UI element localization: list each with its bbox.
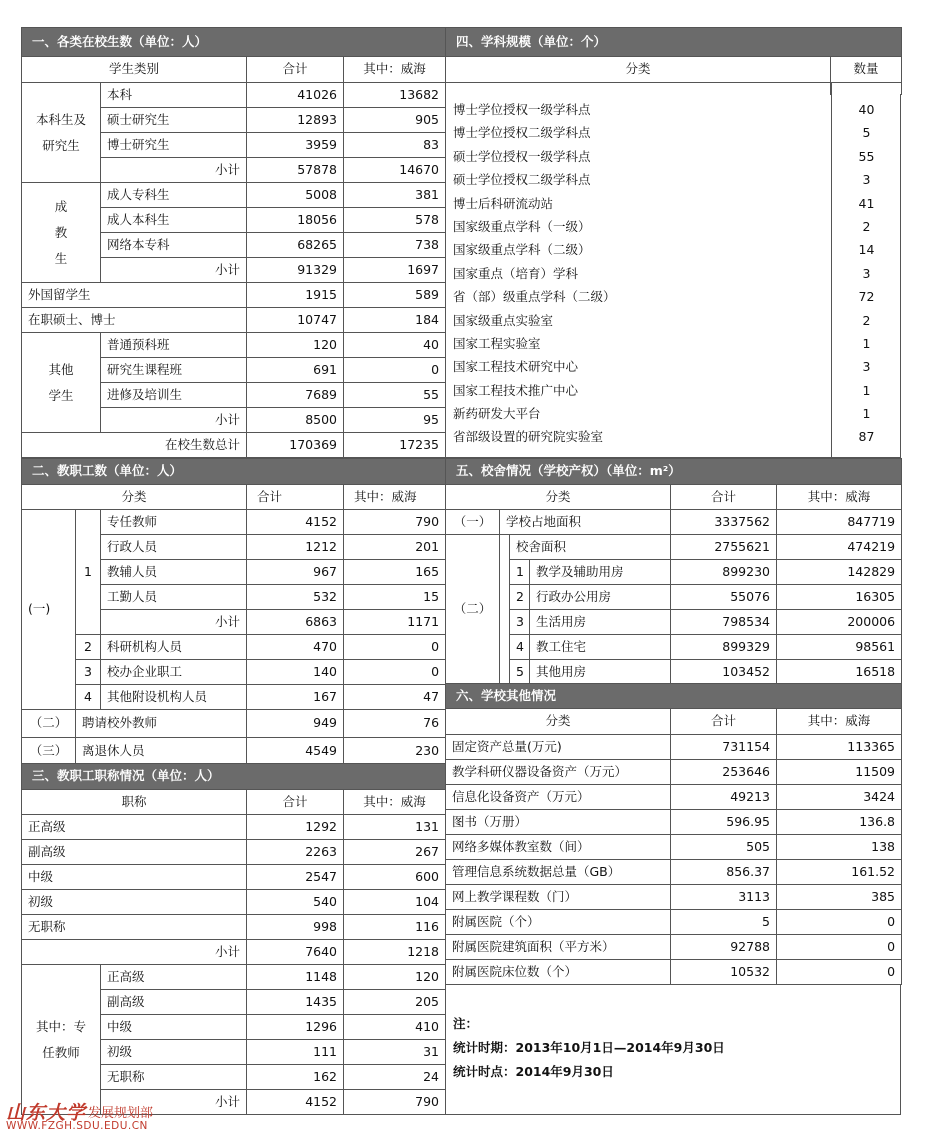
cell-value: 8500 <box>247 408 344 433</box>
cell-value: 13682 <box>344 83 446 108</box>
disciplines-list <box>445 94 901 458</box>
cell-value: 161.52 <box>777 860 902 885</box>
group-label: （二） <box>446 535 500 685</box>
cell-value: 596.95 <box>671 810 777 835</box>
group-number: 3 <box>510 610 530 635</box>
row-label: 在职硕士、博士 <box>22 308 247 333</box>
cell-value: 103452 <box>671 660 777 685</box>
staff-table <box>21 458 446 765</box>
subtotal-label: 小计 <box>101 158 247 183</box>
university-logo: 山东大学 <box>6 1102 87 1124</box>
cell-value: 1148 <box>247 965 344 990</box>
cell-value: 49213 <box>671 785 777 810</box>
cell-value: 140 <box>247 660 344 685</box>
row-label: 网络本专科 <box>101 233 247 258</box>
row-label: 网上教学课程数（门） <box>446 885 671 910</box>
section-buildings <box>445 458 901 685</box>
row-label: 附属医院建筑面积（平方米） <box>446 935 671 960</box>
disciplines-table <box>445 27 902 95</box>
subtotal-label: 小计 <box>101 610 247 635</box>
cell-value: 691 <box>247 358 344 383</box>
cell-value: 253646 <box>671 760 777 785</box>
cell-value: 3424 <box>777 785 902 810</box>
col-header: 其中：威海 <box>344 485 446 510</box>
row-label: 国家重点（培育）学科 <box>453 265 579 281</box>
row-label: 进修及培训生 <box>101 383 247 408</box>
col-header: 合计 <box>671 709 777 735</box>
col-header: 分类 <box>446 709 671 735</box>
cell-value: 731154 <box>671 735 777 760</box>
cell-value: 201 <box>344 535 446 560</box>
cell-value: 68265 <box>247 233 344 258</box>
group-label: 成教生 <box>22 183 101 283</box>
row-label: 副高级 <box>22 840 247 865</box>
row-label: 离退休人员 <box>76 738 247 765</box>
group-number: 4 <box>76 685 101 710</box>
cell-value: 3337562 <box>671 510 777 535</box>
cell-value: 184 <box>344 308 446 333</box>
col-header: 合计 <box>247 790 344 815</box>
row-label: 国家工程实验室 <box>453 335 541 351</box>
row-label: 聘请校外教师 <box>76 710 247 738</box>
cell-value: 381 <box>344 183 446 208</box>
section-students <box>21 27 445 458</box>
cell-value: 0 <box>344 660 446 685</box>
department-name: 发展规划部 <box>88 1106 154 1121</box>
row-label: 行政人员 <box>101 535 247 560</box>
col-header: 其中：威海 <box>777 709 902 735</box>
row-label: 成人专科生 <box>101 183 247 208</box>
cell-value: 41 <box>858 195 875 211</box>
cell-value: 899230 <box>671 560 777 585</box>
site-url: WWW.FZGH.SDU.EDU.CN <box>6 1120 148 1132</box>
group-number: 1 <box>510 560 530 585</box>
cell-value: 4152 <box>247 1090 344 1115</box>
cell-value: 532 <box>247 585 344 610</box>
cell-value: 6863 <box>247 610 344 635</box>
cell-value: 104 <box>344 890 446 915</box>
cell-value: 4152 <box>247 510 344 535</box>
cell-value: 847719 <box>777 510 902 535</box>
row-label: 国家级重点实验室 <box>453 312 554 328</box>
col-header: 分类 <box>22 485 247 510</box>
cell-value: 1171 <box>344 610 446 635</box>
subtotal-label: 小计 <box>101 258 247 283</box>
cell-value: 3 <box>862 359 871 375</box>
row-label: 国家工程技术研究中心 <box>453 359 579 375</box>
cell-value: 170369 <box>247 433 344 458</box>
cell-value: 998 <box>247 915 344 940</box>
cell-value: 205 <box>344 990 446 1015</box>
notes-period: 统计时期：2013年10月1日—2014年9月30日 <box>453 1040 725 1055</box>
row-label: 固定资产总量(万元) <box>446 735 671 760</box>
row-label: 校舍面积 <box>510 535 671 560</box>
row-label: 省（部）级重点学科（二级） <box>453 289 616 305</box>
cell-value: 1218 <box>344 940 446 965</box>
cell-value: 1296 <box>247 1015 344 1040</box>
row-label: 博士学位授权二级学科点 <box>453 125 591 141</box>
row-label: 博士研究生 <box>101 133 247 158</box>
group-label: 其他学生 <box>22 333 101 433</box>
cell-value: 1697 <box>344 258 446 283</box>
row-label: 正高级 <box>22 815 247 840</box>
cell-value: 98561 <box>777 635 902 660</box>
group-label: 本科生及研究生 <box>22 83 101 183</box>
cell-value: 1915 <box>247 283 344 308</box>
row-label: 其他用房 <box>530 660 671 685</box>
row-label: 中级 <box>22 865 247 890</box>
cell-value: 470 <box>247 635 344 660</box>
group-label: （三） <box>22 738 76 765</box>
col-header: 分类 <box>446 57 831 83</box>
cell-value: 2547 <box>247 865 344 890</box>
cell-value: 3113 <box>671 885 777 910</box>
row-label: 信息化设备资产（万元） <box>446 785 671 810</box>
row-label: 科研机构人员 <box>101 635 247 660</box>
cell-value: 7689 <box>247 383 344 408</box>
total-label: 在校生数总计 <box>22 433 247 458</box>
cell-value: 0 <box>777 935 902 960</box>
cell-value: 0 <box>344 635 446 660</box>
row-label: 硕士学位授权二级学科点 <box>453 172 591 188</box>
row-label: 专任教师 <box>101 510 247 535</box>
row-label: 教工住宅 <box>530 635 671 660</box>
cell-value: 0 <box>777 910 902 935</box>
row-label: 中级 <box>101 1015 247 1040</box>
row-label: 省部级设置的研究院实验室 <box>453 429 604 445</box>
cell-value: 120 <box>344 965 446 990</box>
cell-value: 267 <box>344 840 446 865</box>
cell-value: 55 <box>858 148 875 164</box>
cell-value: 16305 <box>777 585 902 610</box>
cell-value: 2 <box>862 218 871 234</box>
row-label: 普通预科班 <box>101 333 247 358</box>
row-label: 外国留学生 <box>22 283 247 308</box>
row-label: 无职称 <box>101 1065 247 1090</box>
row-label: 国家级重点学科（二级） <box>453 242 591 258</box>
row-label: 硕士学位授权一级学科点 <box>453 148 591 164</box>
cell-value: 2263 <box>247 840 344 865</box>
col-header: 分类 <box>446 485 671 510</box>
section-title: 一、各类在校生数（单位：人） <box>22 28 446 57</box>
other-table <box>445 683 902 985</box>
col-header: 合计 <box>671 485 777 510</box>
cell-value: 11509 <box>777 760 902 785</box>
group-number: 3 <box>76 660 101 685</box>
col-header: 合计 <box>247 57 344 83</box>
cell-value: 2755621 <box>671 535 777 560</box>
group-label: 其中：专任教师 <box>22 965 101 1115</box>
cell-value: 41026 <box>247 83 344 108</box>
cell-value: 600 <box>344 865 446 890</box>
row-label: 附属医院床位数（个） <box>446 960 671 985</box>
row-label: 学校占地面积 <box>500 510 671 535</box>
group-number: 2 <box>510 585 530 610</box>
cell-value: 47 <box>344 685 446 710</box>
cell-value: 200006 <box>777 610 902 635</box>
cell-value: 15 <box>344 585 446 610</box>
cell-value: 5 <box>862 125 871 141</box>
cell-value: 798534 <box>671 610 777 635</box>
cell-value: 131 <box>344 815 446 840</box>
cell-value: 949 <box>247 710 344 738</box>
students-table <box>21 27 446 458</box>
cell-value: 474219 <box>777 535 902 560</box>
cell-value: 856.37 <box>671 860 777 885</box>
section-title: 四、学科规模（单位：个） <box>446 28 902 57</box>
cell-value: 87 <box>858 429 875 445</box>
cell-value: 111 <box>247 1040 344 1065</box>
cell-value: 116 <box>344 915 446 940</box>
cell-value: 2 <box>862 312 871 328</box>
row-label: 研究生课程班 <box>101 358 247 383</box>
group-label: （二） <box>22 710 76 738</box>
group-number: 5 <box>510 660 530 685</box>
col-header: 其中：威海 <box>344 57 446 83</box>
section-disciplines <box>445 27 901 445</box>
row-label: 无职称 <box>22 915 247 940</box>
cell-value: 167 <box>247 685 344 710</box>
cell-value: 5 <box>671 910 777 935</box>
section-title: 二、教职工数（单位：人） <box>22 459 446 485</box>
cell-value: 18056 <box>247 208 344 233</box>
cell-value: 14 <box>858 242 875 258</box>
row-label: 本科 <box>101 83 247 108</box>
row-label: 国家工程技术推广中心 <box>453 382 579 398</box>
cell-value: 3 <box>862 265 871 281</box>
cell-value: 385 <box>777 885 902 910</box>
group-number: 4 <box>510 635 530 660</box>
cell-value: 1292 <box>247 815 344 840</box>
cell-value: 40 <box>858 102 875 117</box>
row-label: 教辅人员 <box>101 560 247 585</box>
cell-value: 505 <box>671 835 777 860</box>
notes-label: 注： <box>453 1016 479 1031</box>
cell-value: 1 <box>862 335 871 351</box>
row-label: 教学及辅助用房 <box>530 560 671 585</box>
cell-value: 738 <box>344 233 446 258</box>
col-header: 职称 <box>22 790 247 815</box>
cell-value: 0 <box>344 358 446 383</box>
col-header: 其中：威海 <box>777 485 902 510</box>
cell-value: 165 <box>344 560 446 585</box>
group-number: 2 <box>76 635 101 660</box>
row-label: 成人本科生 <box>101 208 247 233</box>
cell-value: 55076 <box>671 585 777 610</box>
cell-value: 0 <box>777 960 902 985</box>
cell-value: 55 <box>344 383 446 408</box>
cell-value: 3959 <box>247 133 344 158</box>
cell-value: 136.8 <box>777 810 902 835</box>
cell-value: 31 <box>344 1040 446 1065</box>
cell-value: 790 <box>344 510 446 535</box>
cell-value: 57878 <box>247 158 344 183</box>
notes-point: 统计时点：2014年9月30日 <box>453 1064 614 1079</box>
cell-value: 4549 <box>247 738 344 765</box>
cell-value: 95 <box>344 408 446 433</box>
row-label: 博士学位授权一级学科点 <box>453 102 591 117</box>
row-label: 工勤人员 <box>101 585 247 610</box>
cell-value: 1 <box>862 382 871 398</box>
section-titles <box>21 763 445 1115</box>
section-title: 三、教职工职称情况（单位：人） <box>22 764 446 790</box>
row-label: 管理信息系统数据总量（GB） <box>446 860 671 885</box>
cell-value: 40 <box>344 333 446 358</box>
cell-value: 120 <box>247 333 344 358</box>
cell-value: 589 <box>344 283 446 308</box>
cell-value: 76 <box>344 710 446 738</box>
cell-value: 10747 <box>247 308 344 333</box>
cell-value: 91329 <box>247 258 344 283</box>
col-header: 数量 <box>831 57 902 83</box>
cell-value: 16518 <box>777 660 902 685</box>
cell-value: 1212 <box>247 535 344 560</box>
cell-value: 899329 <box>671 635 777 660</box>
cell-value: 540 <box>247 890 344 915</box>
cell-value: 10532 <box>671 960 777 985</box>
cell-value: 14670 <box>344 158 446 183</box>
subtotal-label: 小计 <box>101 1090 247 1115</box>
buildings-table <box>445 458 902 685</box>
cell-value: 1435 <box>247 990 344 1015</box>
row-label: 附属医院（个） <box>446 910 671 935</box>
group-label: (一) <box>22 510 76 710</box>
row-label: 校办企业职工 <box>101 660 247 685</box>
row-label: 硕士研究生 <box>101 108 247 133</box>
cell-value: 113365 <box>777 735 902 760</box>
footer-watermark <box>6 1098 196 1132</box>
section-staff <box>21 458 445 765</box>
col-header: 学生类别 <box>22 57 247 83</box>
section-title: 六、学校其他情况 <box>446 684 902 709</box>
cell-value: 5008 <box>247 183 344 208</box>
row-label: 新药研发大平台 <box>453 406 541 422</box>
cell-value: 3 <box>862 172 871 188</box>
cell-value: 138 <box>777 835 902 860</box>
row-label: 国家级重点学科（一级） <box>453 218 591 234</box>
cell-value: 790 <box>344 1090 446 1115</box>
cell-value: 142829 <box>777 560 902 585</box>
cell-value: 72 <box>858 289 875 305</box>
row-label: 副高级 <box>101 990 247 1015</box>
cell-value: 578 <box>344 208 446 233</box>
row-label: 初级 <box>101 1040 247 1065</box>
row-label: 生活用房 <box>530 610 671 635</box>
subtotal-label: 小计 <box>101 408 247 433</box>
notes <box>453 1012 725 1084</box>
cell-value: 410 <box>344 1015 446 1040</box>
group-number: 1 <box>76 510 101 635</box>
row-label: 其他附设机构人员 <box>101 685 247 710</box>
cell-value: 7640 <box>247 940 344 965</box>
row-label: 教学科研仪器设备资产（万元） <box>446 760 671 785</box>
cell-value: 967 <box>247 560 344 585</box>
cell-value: 230 <box>344 738 446 765</box>
row-label: 网络多媒体教室数（间） <box>446 835 671 860</box>
titles-table <box>21 763 446 1115</box>
section-other <box>445 683 901 985</box>
row-label: 初级 <box>22 890 247 915</box>
cell-value: 83 <box>344 133 446 158</box>
row-label: 图书（万册） <box>446 810 671 835</box>
row-label: 行政办公用房 <box>530 585 671 610</box>
cell-value: 162 <box>247 1065 344 1090</box>
cell-value: 1 <box>862 406 871 422</box>
row-label: 博士后科研流动站 <box>453 195 554 211</box>
cell-value: 17235 <box>344 433 446 458</box>
cell-value: 12893 <box>247 108 344 133</box>
subtotal-label: 小计 <box>22 940 247 965</box>
col-header: 合计 <box>247 485 344 510</box>
section-title: 五、校舍情况（学校产权）（单位：m²） <box>446 459 902 485</box>
col-header: 其中：威海 <box>344 790 446 815</box>
row-label: 正高级 <box>101 965 247 990</box>
group-label: （一） <box>446 510 500 535</box>
cell-value: 24 <box>344 1065 446 1090</box>
cell-value: 92788 <box>671 935 777 960</box>
cell-value: 905 <box>344 108 446 133</box>
